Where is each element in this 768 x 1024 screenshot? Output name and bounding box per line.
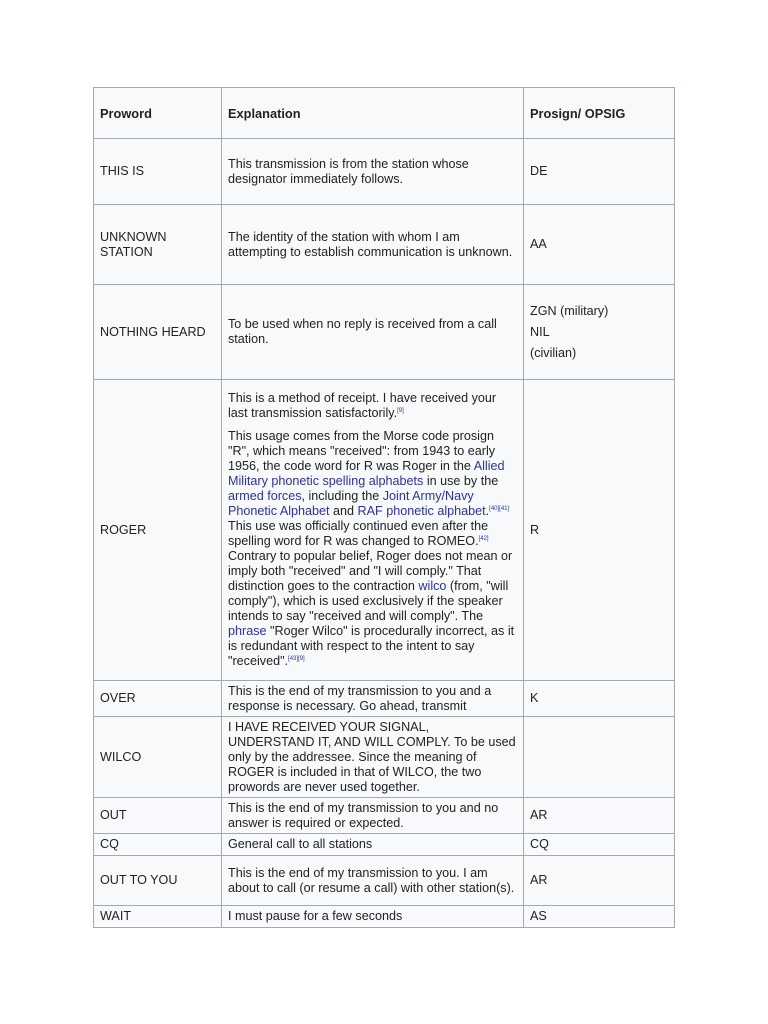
prowords-table: [93, 87, 675, 928]
table-row: [94, 139, 675, 205]
joint-army-navy-alphabet-link[interactable]: Joint Army/Navy Phonetic Alphabet: [228, 489, 474, 518]
roger-text: and: [329, 504, 358, 518]
proword-cell: OUT: [94, 798, 222, 834]
proword-cell: OUT TO YOU: [94, 856, 222, 906]
explanation-cell: This is the end of my transmission to you and no answer is required or expected.: [222, 798, 524, 834]
proword-cell: ROGER: [94, 380, 222, 681]
table-row: [94, 906, 675, 928]
roger-text: , including the: [301, 489, 383, 503]
citation-link[interactable]: [9]: [397, 407, 404, 414]
roger-text: Contrary to popular belief, Roger does not mean or imply both "received" and "I will comply." That distinction goes to the contraction: [228, 549, 513, 593]
table-row: [94, 834, 675, 856]
table-row: [94, 681, 675, 717]
proword-cell: NOTHING HEARD: [94, 285, 222, 380]
table-row: [94, 798, 675, 834]
table-row: [94, 285, 675, 380]
proword-cell: WAIT: [94, 906, 222, 928]
roger-paragraph-1: [228, 391, 517, 421]
roger-text: This use was officially continued even after the spelling word for R was changed to ROMEO.: [228, 519, 489, 548]
table-row: [94, 717, 675, 798]
roger-text: This is a method of receipt. I have received your last transmission satisfactorily.: [228, 391, 497, 420]
header-explanation: Explanation: [222, 88, 524, 139]
table-row: [94, 856, 675, 906]
prosign-cell: [524, 717, 675, 798]
citation-link[interactable]: [42]: [478, 535, 489, 542]
prosign-cell: [524, 285, 675, 380]
header-row: [94, 88, 675, 139]
prosign-cell: AA: [524, 205, 675, 285]
proword-cell: WILCO: [94, 717, 222, 798]
proword-cell: CQ: [94, 834, 222, 856]
roger-text: "Roger Wilco" is procedurally incorrect, as it is redundant with respect to the intent to say "received".: [228, 624, 515, 668]
roger-paragraph-2: [228, 429, 517, 669]
table-row: [94, 380, 675, 681]
roger-text: This usage comes from the Morse code prosign "R", which means "received": from 1943 to early 1956, the code word for R was Roger in the: [228, 429, 496, 473]
proword-cell: UNKNOWN STATION: [94, 205, 222, 285]
roger-text: .: [485, 504, 490, 518]
prosign-civilian: (civilian): [530, 345, 577, 360]
prosign-nil: NIL: [530, 324, 550, 339]
proword-cell: OVER: [94, 681, 222, 717]
explanation-cell: This transmission is from the station whose designator immediately follows.: [222, 139, 524, 205]
roger-text: in use by the: [423, 474, 499, 488]
prosign-cell: AR: [524, 798, 675, 834]
prosign-cell: CQ: [524, 834, 675, 856]
explanation-cell: General call to all stations: [222, 834, 524, 856]
prosign-cell: AR: [524, 856, 675, 906]
prosign-cell: AS: [524, 906, 675, 928]
prosign-military: ZGN (military): [530, 303, 609, 318]
phrase-link[interactable]: phrase: [228, 624, 267, 638]
explanation-cell: I HAVE RECEIVED YOUR SIGNAL, UNDERSTAND IT, AND WILL COMPLY. To be used only by the addressee. Since the meaning of ROGER is included in that of WILCO, the two prowords are never used together.: [222, 717, 524, 798]
explanation-cell: The identity of the station with whom I am attempting to establish communication is unknown.: [222, 205, 524, 285]
wilco-link[interactable]: wilco: [418, 579, 447, 593]
explanation-cell: This is the end of my transmission to you and a response is necessary. Go ahead, transmit: [222, 681, 524, 717]
citation-link[interactable]: [43][9]: [288, 655, 305, 662]
citation-link[interactable]: [40][41]: [489, 505, 510, 512]
roger-text: (from, "will comply"), which is used exclusively if the speaker intends to say "received and will comply". The: [228, 579, 509, 623]
prosign-cell: DE: [524, 139, 675, 205]
prosign-cell: R: [524, 380, 675, 681]
explanation-cell: [222, 380, 524, 681]
prosign-cell: K: [524, 681, 675, 717]
table-row: [94, 205, 675, 285]
header-prosign: Prosign/ OPSIG: [524, 88, 675, 139]
explanation-cell: This is the end of my transmission to you. I am about to call (or resume a call) with other station(s).: [222, 856, 524, 906]
explanation-cell: To be used when no reply is received from a call station.: [222, 285, 524, 380]
armed-forces-link[interactable]: armed forces: [228, 489, 302, 503]
explanation-cell: I must pause for a few seconds: [222, 906, 524, 928]
raf-alphabet-link[interactable]: RAF phonetic alphabet: [357, 504, 486, 518]
header-proword: Proword: [94, 88, 222, 139]
allied-alphabets-link[interactable]: Allied Military phonetic spelling alphabets: [228, 459, 505, 488]
proword-cell: THIS IS: [94, 139, 222, 205]
